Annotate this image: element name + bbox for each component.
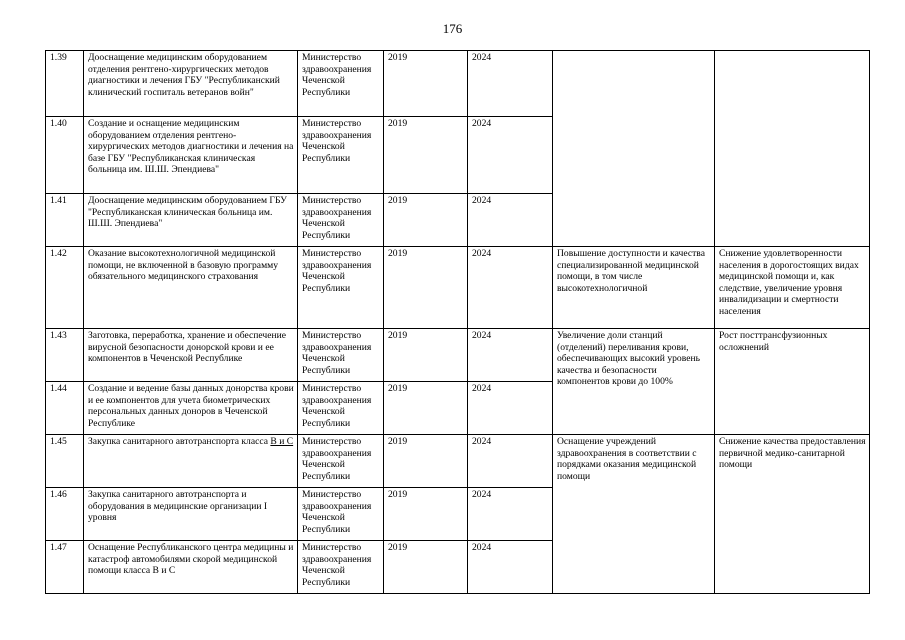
expected-result: Повышение доступности и качества специализированной медицинской помощи, в том числе высокотехнологичной (553, 247, 715, 329)
row-number: 1.41 (46, 194, 84, 247)
event-name: Заготовка, переработка, хранение и обеспечение вирусной безопасности донорской крови и ее компонентов в Чеченской Республике (84, 329, 298, 382)
expected-result: Оснащение учреждений здравоохранения в соответствии с порядками оказания медицинской помощи (553, 435, 715, 594)
executor: Министерство здравоохранения Чеченской Республики (298, 329, 384, 382)
event-name (84, 435, 298, 488)
end-year: 2024 (468, 247, 553, 329)
page-number: 176 (442, 21, 463, 36)
end-year: 2024 (468, 51, 553, 117)
start-year: 2019 (384, 435, 468, 488)
row-number: 1.39 (46, 51, 84, 117)
vehicle-class-underlined: В и С (270, 436, 294, 447)
start-year: 2019 (384, 488, 468, 541)
end-year: 2024 (468, 382, 553, 435)
consequence: Снижение удовлетворенности населения в дорогостоящих видах медицинской помощи и, как следствие, увеличение уровня инвалидизации и смертности населения (715, 247, 870, 329)
end-year: 2024 (468, 117, 553, 194)
table-row (46, 247, 870, 329)
end-year: 2024 (468, 541, 553, 594)
consequence: Снижение качества предоставления первичной медико-санитарной помощи (715, 435, 870, 594)
consequence (715, 51, 870, 247)
event-name: Создание и ведение базы данных донорства крови и ее компонентов для учета биометрических персональных данных доноров в Чеченской Республике (84, 382, 298, 435)
start-year: 2019 (384, 247, 468, 329)
row-number: 1.44 (46, 382, 84, 435)
row-number: 1.47 (46, 541, 84, 594)
row-number: 1.43 (46, 329, 84, 382)
expected-result (553, 51, 715, 247)
end-year: 2024 (468, 329, 553, 382)
executor: Министерство здравоохранения Чеченской Республики (298, 435, 384, 488)
row-number: 1.42 (46, 247, 84, 329)
row-number: 1.45 (46, 435, 84, 488)
executor: Министерство здравоохранения Чеченской Республики (298, 51, 384, 117)
table-row (46, 435, 870, 488)
start-year: 2019 (384, 51, 468, 117)
measures-table (45, 50, 870, 594)
event-name-text: Закупка санитарного автотранспорта класса (88, 436, 271, 447)
event-name: Дооснащение медицинским оборудованием ГБУ "Республиканская клиническая больница им. Ш.Ш. Эпендиева" (84, 194, 298, 247)
start-year: 2019 (384, 382, 468, 435)
end-year: 2024 (468, 435, 553, 488)
table-row (46, 51, 870, 117)
consequence: Рост посттрансфузионных осложнений (715, 329, 870, 435)
executor: Министерство здравоохранения Чеченской Республики (298, 247, 384, 329)
row-number: 1.40 (46, 117, 84, 194)
event-name: Закупка санитарного автотранспорта и оборудования в медицинские организации I уровня (84, 488, 298, 541)
executor: Министерство здравоохранения Чеченской Республики (298, 117, 384, 194)
start-year: 2019 (384, 541, 468, 594)
event-name: Оснащение Республиканского центра медицины и катастроф автомобилями скорой медицинской помощи класса В и С (84, 541, 298, 594)
end-year: 2024 (468, 194, 553, 247)
event-name: Дооснащение медицинским оборудованием отделения рентгено-хирургических методов диагностики и лечения ГБУ "Республиканский клинический госпиталь ветеранов войн" (84, 51, 298, 117)
table-row (46, 329, 870, 382)
executor: Министерство здравоохранения Чеченской Республики (298, 541, 384, 594)
start-year: 2019 (384, 117, 468, 194)
start-year: 2019 (384, 329, 468, 382)
expected-result: Увеличение доли станций (отделений) переливания крови, обеспечивающих высокий уровень качества и безопасности компонентов крови до 100% (553, 329, 715, 435)
end-year: 2024 (468, 488, 553, 541)
executor: Министерство здравоохранения Чеченской Республики (298, 382, 384, 435)
event-name: Оказание высокотехнологичной медицинской помощи, не включенной в базовую программу обязательного медицинского страхования (84, 247, 298, 329)
executor: Министерство здравоохранения Чеченской Республики (298, 488, 384, 541)
executor: Министерство здравоохранения Чеченской Республики (298, 194, 384, 247)
start-year: 2019 (384, 194, 468, 247)
row-number: 1.46 (46, 488, 84, 541)
event-name: Создание и оснащение медицинским оборудованием отделения рентгено-хирургических методов диагностики и лечения на базе ГБУ "Республиканская клиническая больница им. Ш.Ш. Эпендиева" (84, 117, 298, 194)
